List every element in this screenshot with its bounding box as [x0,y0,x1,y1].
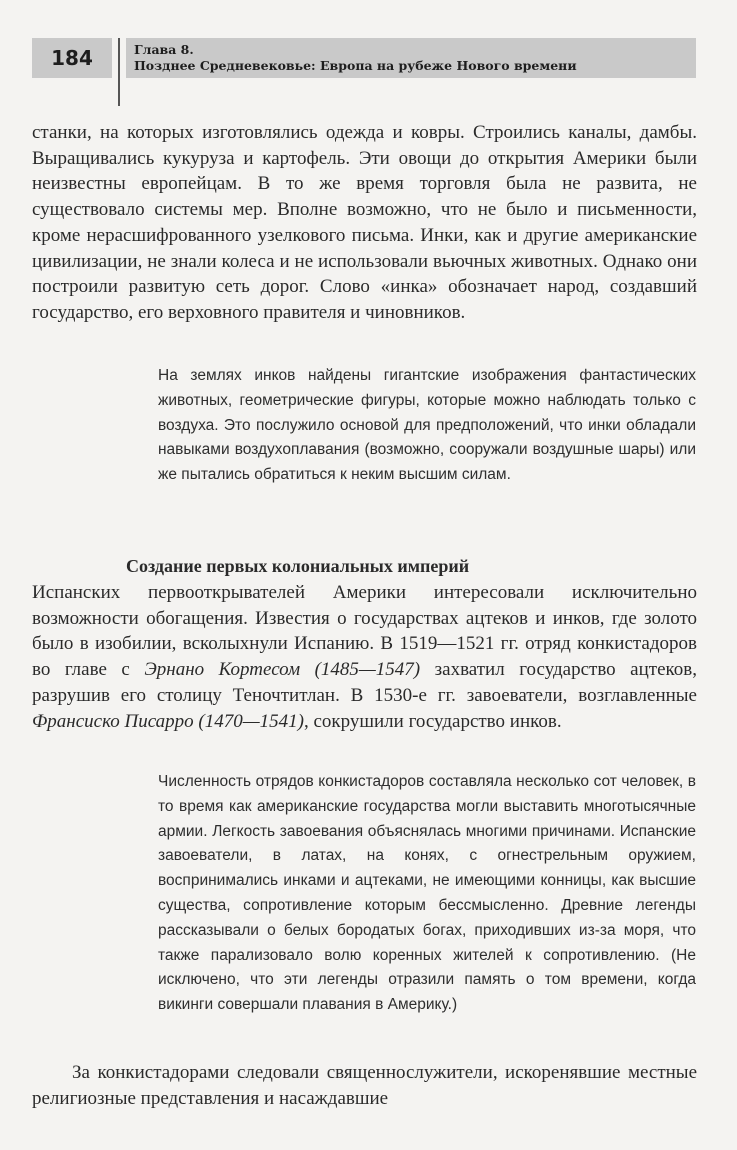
running-header [126,38,696,78]
page-number: 184 [32,38,112,78]
paragraph-2-part-1: Испанских первооткрывателей Америки интересовали исключительно возможности обогащения. Известия о государствах ацтеков и инков, где золото было в изобилии, всколыхнули Испанию. В 1519—1521 гг. отряд конкистадоров во главе с [32,582,697,681]
side-note-2: Численность отрядов конкистадоров составляла несколько сот человек, в то время как американские государства могли выставить многотысячные армии. Легкость завоевания объяснялась многими причинами. Испанские завоеватели, в латах, на конях, с огнестрельным оружием, воспринимались инками и ацтеками, не имеющими конницы, как высшие существа, сопротивление которым бессмысленно. Древние легенды рассказывали о белых бородатых богах, приходивших из-за моря, что также парализовало волю коренных жителей к сопротивлению. (Не исключено, что эти легенды отразили память о том времени, когда викинги совершали плавания в Америку.) [158,773,696,1014]
paragraph-1: станки, на которых изготовлялись одежда и ковры. Строились каналы, дамбы. Выращивались кукуруза и картофель. Эти овощи до открытия Америки были неизвестны европейцам. В то же время торговля была не развита, не существовало системы мер. Вполне возможно, что не было и письменности, кроме нерасшифрованного узелкового письма. Инки, как и другие американские цивилизации, не знали колеса и не использовали вьючных животных. Однако они построили развитую сеть дорог. Слово «инка» обозначает народ, создавший государство, его верховного правителя и чиновников. [32,122,697,323]
section-heading: Создание первых колониальных империй [126,556,470,576]
paragraph-2-part-3: , сокрушили государство инков. [303,710,562,732]
paragraph-2 [32,580,697,734]
header-divider [118,38,120,106]
cortes-name: Эрнано Кортесом (1485—1547) [144,659,421,681]
side-note-1: На землях инков найдены гигантские изображения фантастических животных, геометрические фигуры, которые можно наблюдать только с воздуха. Это послужило основой для предположений, что инки обладали навыками воздухоплавания (возможно, сооружали воздушные шары) или же пытались обратиться к неким высшим силам. [158,367,696,484]
chapter-label: Глава 8. [134,42,194,57]
chapter-title: Позднее Средневековье: Европа на рубеже Нового времени [134,58,577,73]
paragraph-2-part-2: захватил государство ацтеков, разрушив его столицу Теночтитлан. В 1530-е гг. завоеватели, возглавленные [32,659,698,706]
pizarro-name: Франсиско Писарро (1470—1541) [32,710,304,732]
paragraph-3: За конкистадорами следовали священнослужители, искоренявшие местные религиозные представления и насаждавшие [32,1062,697,1109]
